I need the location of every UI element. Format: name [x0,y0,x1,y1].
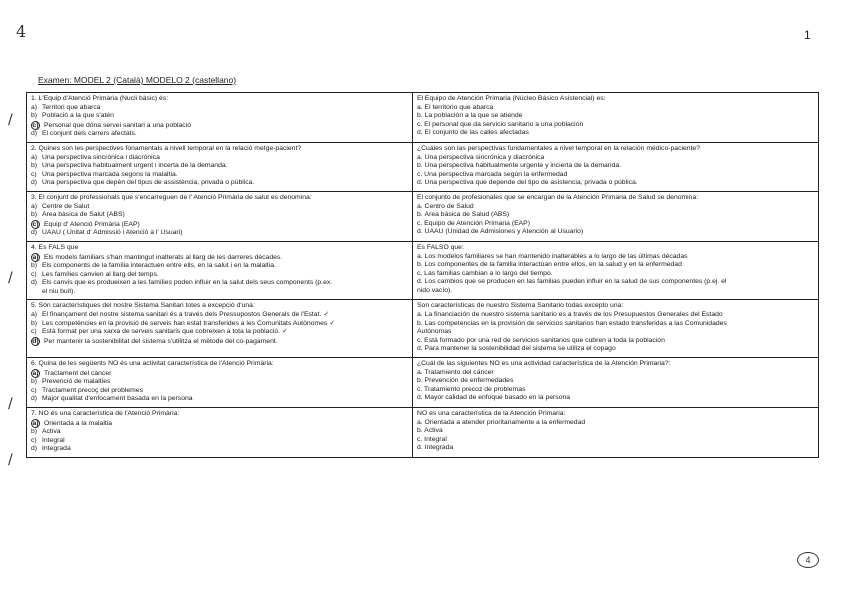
option-text: El finançament del nostre sistema sanitari és a través dels Pressupostos Generals de l'Estat. [42,311,322,319]
option-letter: d) [32,337,39,345]
catalan-question-cell [27,408,413,458]
option-letter: b) [31,112,38,120]
option-text: Equip d' Atenció Primària (EAP) [44,220,140,228]
option-letter: a) [31,202,38,210]
question-stem: ¿Cuáles son las perspectivas fundamentales a nivel temporal en la relación médico-paciente? [417,144,700,152]
answer-option [417,270,815,279]
option-letter: a) [31,153,38,161]
catalan-question-cell [27,142,413,191]
option-text: c. Una perspectiva marcada según la enfermedad [417,170,568,178]
answer-option [31,378,409,387]
margin-tick-icon: / [8,452,13,468]
option-text: Centre de Salut [42,202,90,210]
option-text: a. La financiación de nuestro sistema sanitario es a través de los Presupuestos Generales del Estado [417,311,723,319]
checkmark-icon: ✓ [323,311,330,319]
option-letter: d) [31,229,38,237]
answer-option [31,112,409,121]
answer-option [417,179,815,188]
option-text: a. Orientada a atender prioritariamente a la enfermedad [417,418,586,426]
answer-option [31,369,409,379]
option-text: c. El personal que da servicio sanitario a una población [417,120,584,128]
option-text: el niu buit). [42,287,76,295]
option-text: Major qualitat d'enfocament basada en la persona [42,395,193,403]
answer-option [31,262,409,271]
answer-option [31,445,409,454]
option-text: c. Tratamiento precoz de problemas [417,385,526,393]
option-text: Autónomas [417,328,452,336]
answer-option [417,121,815,130]
option-text: a. Los modelos familiares se han mantenido inalterables a lo largo de las últimas décadas [417,252,688,260]
question-row [27,142,819,191]
option-letter: b) [31,162,38,170]
catalan-question-cell [27,93,413,143]
option-text: Una perspectiva sincrònica i diacrònica [42,153,160,161]
exam-table [26,92,819,458]
answer-option [31,288,409,297]
question-row [27,358,819,408]
answer-option [417,104,815,113]
answer-option [31,121,409,131]
answer-option [31,428,409,437]
answer-option [31,162,409,171]
option-text: Prevenció de malalties [42,378,111,386]
answer-option [417,228,815,237]
answer-option [417,320,815,329]
option-letter: b) [31,211,38,219]
option-letter: b) [31,378,38,386]
option-text: Els canvis que es produeixen a les famílies poden influir en la salut dels seus components (p.ex. [42,279,333,287]
question-stem: Es FALSO que: [417,243,464,251]
answer-option [417,444,815,453]
question-row [27,93,819,143]
answer-option [417,253,815,262]
option-letter: c) [32,121,39,129]
question-row [27,241,819,300]
question-stem: ¿Cuál de las siguientes NO es una actividad característica de la Atención Primaria?: [417,360,671,368]
option-text: b. Activa [417,427,443,435]
answer-option [31,211,409,220]
option-text: c. Está formado por una red de servicios sanitarios que cubren a toda la población [417,336,665,344]
option-text: a. Tratamiento del cáncer [417,368,494,376]
option-text: Les competències en la provisió de serveis han estat transferides a les Comunitats Autònomes [42,319,328,327]
option-text: Tractament del càncer [44,369,112,377]
option-text: b. Los componentes de la familia interactúan entre ellos, en la salud y en la enfermedad [417,261,682,269]
answer-option [31,328,409,337]
question-row [27,191,819,241]
option-text: Les famílies canvien al llarg del temps. [42,270,159,278]
option-letter: a) [32,253,39,261]
spanish-question-cell [413,358,819,408]
option-text: Orientada a la malaltia [44,419,113,427]
answer-option [31,419,409,429]
answer-option [417,220,815,229]
catalan-question-cell [27,191,413,241]
answer-option [417,171,815,180]
answer-option [417,427,815,436]
answer-option [417,278,815,287]
answer-option [417,386,815,395]
option-text: d. Para mantener la sostenibilidad del sistema se utiliza el copago [417,345,616,353]
option-text: El conjunt dels carrers afectats. [42,130,137,138]
answer-option [31,104,409,113]
answer-option [417,112,815,121]
option-text: Els models familiars s'han mantingut inalterats al llarg de les darreres dècades. [44,253,283,261]
option-letter: c) [31,436,37,444]
option-text: a. Una perspectiva sincrónica y diacrónica [417,153,545,161]
option-text: Una perspectiva marcada segons la malaltia. [42,170,178,178]
answer-option [417,211,815,220]
option-text: b. Área básica de Salud (ABS) [417,211,510,219]
answer-option [31,320,409,329]
answer-option [31,337,409,347]
answer-option [417,162,815,171]
margin-tick-icon: / [8,270,13,286]
option-letter: c) [32,220,39,228]
answer-option [417,154,815,163]
option-text: Integral [42,436,65,444]
handwritten-corner-mark: 4 [16,22,27,41]
spanish-question-cell [413,241,819,300]
answer-option [31,220,409,230]
option-letter: d) [31,179,38,187]
catalan-question-cell [27,300,413,358]
option-text: b. Una perspectiva habitualmente urgente y incierta de la demanda. [417,162,622,170]
option-text: nido vacío). [417,286,453,294]
option-letter: c) [31,170,37,178]
spanish-question-cell [413,300,819,358]
answer-option [417,377,815,386]
catalan-question-cell [27,241,413,300]
answer-option [417,203,815,212]
option-letter: b) [31,319,38,327]
option-text: c. Las familias cambian a lo largo del tiempo. [417,269,553,277]
answer-option [31,311,409,320]
answer-option [417,394,815,403]
option-text: b. Prevención de enfermedades [417,377,514,385]
question-stem: 5. Són característiques del nostre Sistema Sanitari totes a excepció d'una: [31,302,255,310]
page-number: 1 [804,28,811,42]
option-text: a. Centro de Salud [417,202,474,210]
option-text: d. El conjunto de las calles afectadas [417,129,529,137]
margin-tick-icon: / [8,396,13,412]
checkmark-icon: ✓ [282,328,288,336]
answer-option [31,271,409,280]
option-text: Els components de la família interactuen entre ells, en la salut i en la malaltia. [42,262,276,270]
option-letter: c) [31,386,37,394]
answer-option [417,436,815,445]
option-letter: b) [31,428,38,436]
option-letter: b) [31,262,38,270]
question-stem: 2. Quines son les perspectives fonamentals a nivell temporal en la relació metge-pacient? [31,144,302,152]
option-text: Població a la que s'atén [42,112,114,120]
option-letter: a) [31,311,38,319]
exam-table-body [27,93,819,458]
option-text: d. Una perspectiva que depende del tipo de asistencia, privada o pública. [417,179,638,187]
option-text: Per mantenir la sostenibilitat del sistema s'utilitza el mètode del co-pagament. [44,337,278,345]
answer-option [417,337,815,346]
option-letter: a) [31,103,38,111]
question-stem: 6. Quina de les següents NO és una activitat característica de l'Atenció Primària: [31,360,274,368]
answer-option [31,387,409,396]
option-text: b. Las competencias en la provisión de servicios sanitarios han estado transferidas a las Comunidades [417,319,727,327]
answer-option [31,279,409,288]
answer-option [417,129,815,138]
option-text: Personal que dóna servei sanitari a una població [44,121,191,129]
answer-option [417,287,815,296]
option-letter: c) [31,270,37,278]
margin-tick-icon: / [8,112,13,128]
option-text: b. La población a la que se atiende [417,112,523,120]
option-text: d. Mayor calidad de enfoque basado en la persona [417,394,571,402]
answer-option [417,419,815,428]
spanish-question-cell [413,142,819,191]
answer-option [31,154,409,163]
option-letter: d) [31,279,38,287]
option-letter: a) [32,419,39,427]
answer-option [417,261,815,270]
question-stem: 7. NO és una característica de l'Atenció Primària: [31,410,180,417]
option-text: Integrada [42,445,71,453]
answer-option [417,311,815,320]
option-text: d. UAAU (Unidad de Admisiones y Atención al Usuario) [417,228,584,236]
option-text: Activa [42,428,61,436]
exam-header: Examen: MODEL 2 (Català) MODELO 2 (castellano) [38,75,237,85]
answer-option [31,253,409,263]
question-stem: NO es una característica de la Atención Primaria: [417,410,566,417]
checkmark-icon: ✓ [329,319,336,327]
question-stem: El conjunto de profesionales que se encargan de la Atención Primaria de Salud se denomina: [417,193,699,201]
option-letter: d) [31,395,38,403]
answer-option [31,437,409,446]
option-letter: c) [31,328,37,336]
answer-option [417,369,815,378]
answer-option [31,203,409,212]
option-text: Territori que abarca [42,103,101,111]
option-text: Està format per una xarxa de serveis sanitaris que cobreixen a tota la població. [42,328,281,336]
option-letter: a) [32,369,39,377]
answer-option [31,171,409,180]
option-letter: d) [31,445,38,453]
answer-option [31,179,409,188]
question-stem: 4. Es FALS que [31,243,79,251]
question-stem: El Equipo de Atención Primaria (Núcleo Básico Asistencial) es: [417,95,606,102]
question-stem: 3. El conjunt de professionals que s'encarreguen de l' Atenció Primària de salut es denomina: [31,193,312,201]
option-text: d. Los cambios que se producen en las familias pueden influir en la salud de sus componentes (p.ej. el [417,278,727,286]
spanish-question-cell [413,93,819,143]
option-text: d. Integrada [417,444,454,452]
option-text: c. Equipo de Atención Primaria (EAP) [417,219,530,227]
option-text: UAAU ( Unitat d' Admissió i Atenció a l' Usuari) [42,229,183,237]
option-text: Tractament precoç del problemes [42,386,143,394]
question-stem: Son características de nuestro Sistema Sanitario todas excepto una: [417,302,624,310]
question-stem: 1. L'Equip d'Atenció Primària (Nucli bàsic) és: [31,95,169,102]
question-row [27,408,819,458]
option-text: Una perspectiva habitualment urgent i incerta de la demanda. [42,162,228,170]
answer-option [31,130,409,139]
option-text: Àrea bàsica de Salut (ABS) [42,211,125,219]
answer-option [417,328,815,337]
option-text: c. Integral [417,435,447,443]
answer-option [31,229,409,238]
option-text: Una perspectiva que depèn del tipus de assistència, privada o pública. [42,179,255,187]
handwritten-page-circle: 4 [797,552,819,568]
answer-option [417,345,815,354]
catalan-question-cell [27,358,413,408]
spanish-question-cell [413,191,819,241]
option-text: a. El territorio que abarca [417,103,494,111]
answer-option [31,395,409,404]
spanish-question-cell [413,408,819,458]
question-row [27,300,819,358]
option-letter: d) [31,130,38,138]
